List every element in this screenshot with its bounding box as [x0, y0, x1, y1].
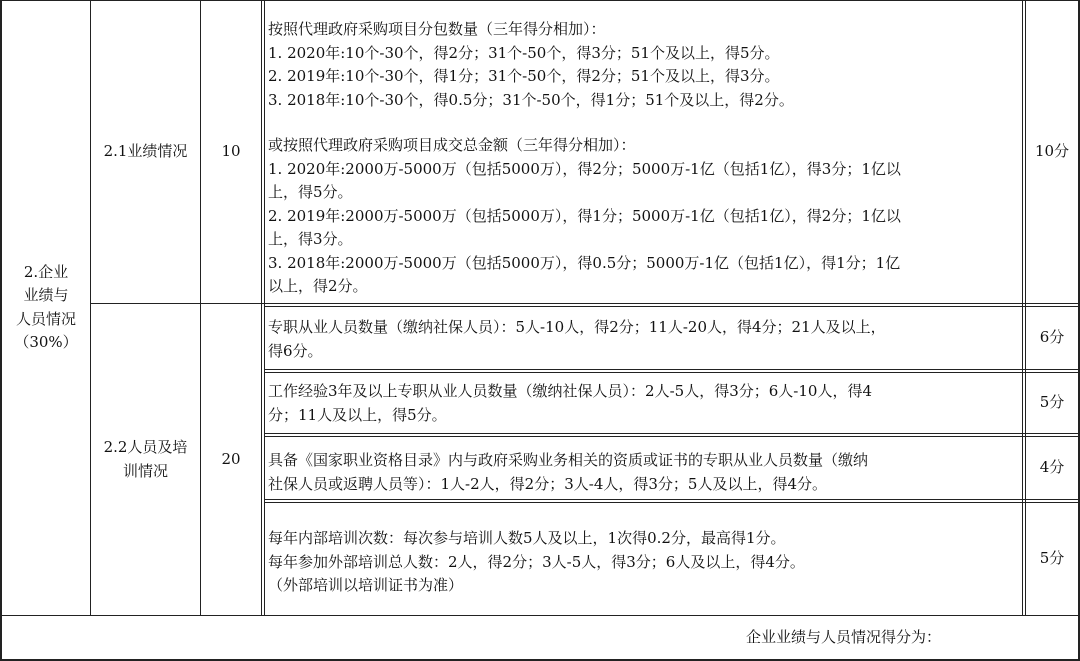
row-divider-c1b — [264, 372, 1080, 373]
criterion-score-performance: 10分 — [1034, 141, 1070, 160]
row-divider-c3b — [264, 502, 1080, 503]
row-divider-section-b — [264, 306, 1080, 307]
row-divider-c1 — [264, 369, 1080, 370]
section-name-staff-training: 2.2人员及培 训情况 — [103, 438, 188, 480]
section-max-score-performance: 10 — [221, 141, 241, 160]
criterion-experienced-staff: 工作经验3年及以上专职从业人员数量（缴纳社保人员）：2人-5人，得3分；6人-10人，得4 分；11人及以上，得5分。 — [268, 382, 872, 424]
footer-score-label: 企业业绩与人员情况得分为： — [746, 628, 942, 646]
row-divider-c3 — [264, 499, 1080, 500]
section-max-score-staff-training: 20 — [221, 449, 241, 468]
row-divider-c2 — [264, 433, 1080, 434]
col-divider-3b — [264, 0, 265, 615]
row-divider-c2b — [264, 436, 1080, 437]
criterion-certified-staff: 具备《国家职业资格目录》内与政府采购业务相关的资质或证书的专职从业人员数量（缴纳 社保人员或返聘人员等）：1人-2人，得2分；3人-4人，得3分；5人及以上，得4分。 — [268, 451, 869, 493]
section-name-performance: 2.1业绩情况 — [103, 141, 188, 160]
criterion-staff-count: 专职从业人员数量（缴纳社保人员）：5人-10人，得2分；11人-20人，得4分；21人及以上， 得6分。 — [268, 318, 886, 360]
row-divider-footer — [0, 615, 1080, 616]
category-cell — [2, 0, 90, 615]
col-divider-4 — [1022, 0, 1023, 615]
criterion-score-experienced-staff: 5分 — [1039, 393, 1065, 412]
category-label: 2.企业 业绩与 人员情况 （30%） — [14, 262, 78, 351]
criterion-training: 每年内部培训次数：每次参与培训人数5人及以上，1次得0.2分，最高得1分。 每年参加外部培训总人数：2人，得2分；3人-5人，得3分；6人及以上，得4分。 （外部培训以培训证书为准） — [268, 529, 805, 594]
criterion-score-training: 5分 — [1039, 549, 1065, 568]
col-divider-3 — [261, 0, 262, 615]
criterion-score-staff-count: 6分 — [1039, 328, 1065, 347]
criterion-performance: 按照代理政府采购项目分包数量（三年得分相加）： 1. 2020年:10个-30个，得2分；31个-50个，得3分；51个及以上，得5分。 2. 2019年:10个-30个，得1分；31个-50个，得2分；51个及以上，得3分。 3. 2018年:10个-30个，得0.5分；31个-50个，得1分；51个及以上，得2分。 或按照代理政府采购项目成交总金额（三年得分相加）： 1. 2020年:2000万-5000万（包括5000万），得2分；5000万-1亿（包括1亿），得3分；1亿以 上，得5分。 2. 2019年:2000万-5000万（包括5000万），得1分；5000万-1亿（包括1亿），得2分；1亿以 上，得3分。 3. 2018年:2000万-5000万（包括5000万），得0.5分；5000万-1亿（包括1亿），得1分；1亿 以上，得2分。 — [268, 20, 901, 295]
criterion-score-certified-staff: 4分 — [1039, 458, 1065, 477]
